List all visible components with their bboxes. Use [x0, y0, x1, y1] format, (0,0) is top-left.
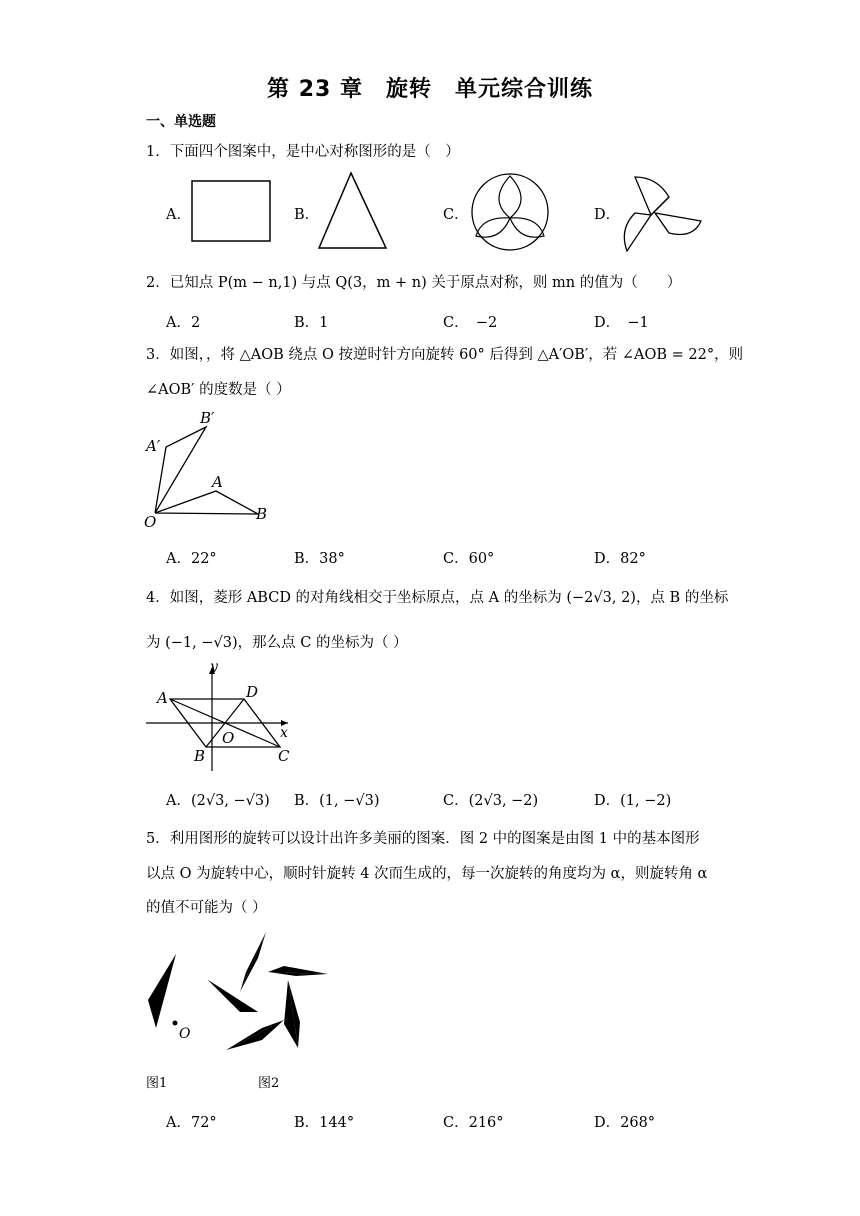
q2-option-b[interactable]: B．1 — [294, 315, 329, 331]
q1-option-c-label[interactable]: C． — [443, 207, 469, 223]
q3-option-c[interactable]: C．60° — [443, 551, 495, 567]
section-heading: 一、单选题 — [146, 114, 216, 130]
q4-rhombus-figure — [140, 655, 300, 775]
q1-pinwheel-figure — [617, 167, 705, 257]
q3-label-b-prime: B′ — [200, 409, 215, 427]
q4-option-b[interactable]: B．(1, −√3) — [294, 793, 380, 809]
q5-figure-1-basic-shape — [140, 948, 200, 1048]
q5-stem-line3: 的值不可能为（ ） — [146, 900, 267, 916]
q5-option-a[interactable]: A．72° — [166, 1115, 217, 1131]
q3-label-a-prime: A′ — [146, 437, 161, 455]
q3-label-a: A — [212, 473, 223, 491]
q1-triangle-figure — [316, 171, 392, 251]
q2-option-d[interactable]: D． −1 — [594, 315, 649, 331]
q5-stem-line2: 以点 O 为旋转中心，顺时针旋转 4 次而生成的，每一次旋转的角度均为 α，则旋转角 α — [146, 866, 708, 882]
q4-label-c: C — [278, 747, 290, 765]
q4-label-y: y — [210, 659, 218, 675]
q4-label-d: D — [246, 683, 259, 701]
q5-option-b[interactable]: B．144° — [294, 1115, 355, 1131]
q4-option-c[interactable]: C．(2√3, −2) — [443, 793, 539, 809]
q2-option-c[interactable]: C． −2 — [443, 315, 498, 331]
q1-rectangle-figure — [190, 179, 274, 243]
q5-label-o: O — [179, 1026, 191, 1042]
q1-circle-petals-figure — [470, 170, 550, 254]
q5-figure-2-caption: 图2 — [258, 1076, 280, 1091]
q3-rotation-figure — [140, 405, 280, 533]
q1-option-b-label[interactable]: B． — [294, 207, 320, 223]
q4-option-d[interactable]: D．(1, −2) — [594, 793, 672, 809]
page-title: 第 23 章 旋转 单元综合训练 — [267, 77, 593, 102]
q4-label-x: x — [280, 725, 288, 741]
q3-stem-line1: 3．如图，，将 △AOB 绕点 O 按逆时针方向旋转 60° 后得到 △A′OB′，若 ∠AOB = 22°，则 — [146, 347, 744, 363]
q5-figure-2-pinwheel — [200, 928, 340, 1056]
q4-stem-line1: 4．如图，菱形 ABCD 的对角线相交于坐标原点，点 A 的坐标为 (−2√3, 2)，点 B 的坐标 — [146, 590, 729, 606]
q3-label-b: B — [256, 505, 268, 523]
q4-label-o: O — [222, 729, 235, 747]
q2-option-a[interactable]: A．2 — [166, 315, 201, 331]
q4-label-a: A — [157, 689, 168, 707]
q5-stem-line1: 5．利用图形的旋转可以设计出许多美丽的图案．图 2 中的图案是由图 1 中的基本图形 — [146, 831, 700, 847]
q3-stem-line2: ∠AOB′ 的度数是（ ） — [146, 382, 291, 398]
q3-label-o: O — [144, 513, 157, 531]
q3-option-d[interactable]: D．82° — [594, 551, 646, 567]
q2-stem: 2．已知点 P(m − n,1) 与点 Q(3，m + n) 关于原点对称，则 mn 的值为（ ） — [146, 275, 682, 291]
q4-stem-line2: 为 (−1, −√3)，那么点 C 的坐标为（ ） — [146, 635, 408, 651]
q4-option-a[interactable]: A．(2√3, −√3) — [166, 793, 270, 809]
q3-option-b[interactable]: B．38° — [294, 551, 345, 567]
q5-option-d[interactable]: D．268° — [594, 1115, 656, 1131]
q5-figure-1-caption: 图1 — [146, 1076, 168, 1091]
q5-option-c[interactable]: C．216° — [443, 1115, 504, 1131]
q3-option-a[interactable]: A．22° — [166, 551, 217, 567]
q1-stem: 1．下面四个图案中，是中心对称图形的是（ ） — [146, 144, 460, 160]
q4-label-b: B — [194, 747, 206, 765]
q1-option-a-label[interactable]: A． — [166, 207, 191, 223]
q1-option-d-label[interactable]: D． — [594, 207, 621, 223]
